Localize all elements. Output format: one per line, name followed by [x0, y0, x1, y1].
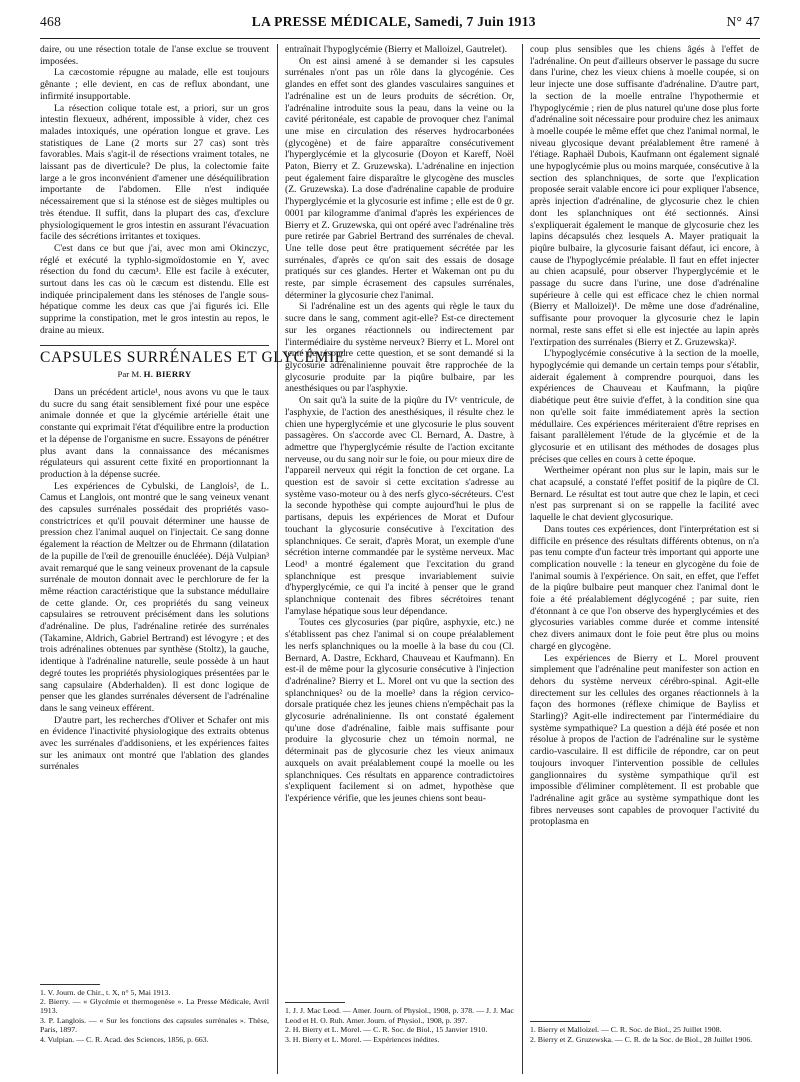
footnotes [530, 1015, 759, 1044]
column-1 [40, 44, 345, 1044]
article-title: CAPSULES SURRÉNALES ET GLYCÉMIE [40, 348, 345, 366]
paragraph: Les expériences de Cybulski, de Langlois², de L. Camus et Langlois, ont montré que le sang veineux venant des capsules surrénales possédait des propriétés vaso-constrictrices et qu'il pouvait déterminer une hausse de pression chez l'animal auquel on l'injectait. Ce sang donne également la réaction de Meltzer ou de Ehrmann (dilatation de la pupille de l'œil de grenouille énucléée). Déjà Vulpian³ avait remarqué que le sang veineux provenant de la capsule surrénale de mouton donnait avec le perchlorure de fer la même réaction caractéristique que la substance médullaire de cette glande. Or, ces propriétés du sang veineux capsulaires se retrouvent précisément dans les solutions d'adrénaline. De plus, l'adrénaline retirée des surrénales (Takamine, Aldrich, Gabriel Bertrand) est lévogyre ; et des trois adrénalines obtenues par synthèse (Stoltz), la gauche, identique à l'adrénaline naturelle, seule possède à un haut degré toutes les propriétés physiologiques présentées par le sang capsulaire (Abderhalden). Il est donc logique de penser que les glandes surrénales déversent de l'adrénaline dans le sang veineux efférent. [40, 480, 269, 714]
issue-number: N° 47 [726, 14, 760, 29]
paragraph: L'hypoglycémie consécutive à la section de la moelle, hypoglycémie qui demande un certain temps pour s'établir, aiderait également à comprendre pourquoi, dans les expériences de Chauveau et Kaufmann, la piqûre diabétique peut être suivie d'effet, à la condition sine qua non qu'elle soit faite immédiatement après la section médullaire. Ces expériences mériteraient d'être reprises en faisant parallèlement l'étude de la glycémie et de la glycosurie et en utilisant des méthodes de dosages plus précises que celles en cours à cette époque. [530, 348, 759, 465]
paragraph: Dans un précédent article¹, nous avons vu que le taux du sucre du sang était sensiblement fixé pour une espèce animale donnée et que la glycémie artérielle était une constante qui exprimait l'état d'équilibre entre la production et la dépense de l'organisme en sucre. Essayons de pénétrer plus avant dans la connaissance des mécanismes régulateurs qui assurent cette fixité en proportionnant la production à la dépense sucrée. [40, 386, 269, 480]
footnote-separator [530, 1021, 590, 1022]
page-header [40, 14, 760, 36]
column-2 [285, 44, 514, 1044]
footnote: 2. Bierry. — « Glycémie et thermogenèse ». La Presse Médicale, Avril 1913. [40, 996, 269, 1016]
column-divider [522, 44, 523, 1074]
paragraph: Si l'adrénaline est un des agents qui règle le taux du sucre dans le sang, comment agit-elle? Est-ce directement sur les organes réactionnels ou indirectement par l'intermédiaire du système nerveux? Bierry et L. Morel ont tenté de résoudre cette question, et se sont demandé si la glycosurie adrénalinienne pouvait être rapprochée de la glycosurie produite par la piqûre bulbaire, par les anesthésiques ou par l'asphyxie. [285, 301, 514, 395]
footnote-separator [40, 984, 100, 985]
section-rule [40, 345, 269, 346]
paragraph: entraînait l'hypoglycémie (Bierry et Malloizel, Gautrelet). [285, 44, 508, 55]
paragraph: Toutes ces glycosuries (par piqûre, asphyxie, etc.) ne s'établissent pas chez l'animal si on coupe préalablement les nerfs splanchniques ou la moelle à la base du cou (Cl. Bernard, A. Dastre, Eckhard, Chauveau et Kaufmann). En est-il de même pour la glycosurie consécutive à l'injection d'adrénaline? Bierry et L. Morel ont vu que la section des splanchniques² ou de la moelle³ dans la région cervico-dorsale pratiquée chez les jeunes chiens n'empêchait pas la glycosurie adrénalinienne. Ils ont constaté également qu'une dose d'adrénaline, faible mais suffisante pour produire la glycosurie chez un témoin normal, ne déterminait pas de glycosurie chez les vieux animaux auxquels on avait préalablement coupé la moelle ou les splanchniques. Ces résultats en apparence contradictoires s'expliquent facilement si on admet, hypothèse que l'expérience vérifie, que les jeunes chiens sont beau- [285, 617, 514, 804]
paragraph: On est ainsi amené à se demander si les capsules surrénales n'ont pas un rôle dans la glycogénie. Ces glandes en effet sont des glandes vasculaires sanguines et l'adrénaline est un de leurs produits de sécrétion. Or, l'adrénaline introduite sous la peau, dans la veine ou la cavité péritonéale, est capable de provoquer chez l'animal une mise en circulation des réserves hydrocarbonées (glycogène) et de faire apparaître consécutivement l'hyperglycémie et la glycosurie (Doyon et Kareff, Noël Paton, Bierry et Z. Gruzewska). L'adrénaline en injection peut également faire disparaître le glycogène des muscles (Z. Gruzewska). La dose d'adrénaline capable de produire l'hyperglycémie et la glycosurie est infime ; elle est de 0 gr. 0001 par kilogramme d'animal d'après les expériences de Bierry et Z. Gruzewska, qui ont opéré avec l'adrénaline très pure retirée par Gabriel Bertrand des surrénales de cheval. Une telle dose peut être pratiquement sécrétée par les surrénales, d'après ce qu'on sait des essais de dosage pratiqués sur ces glandes. Herter et Wakeman ont pu du reste, par simple écrasement des capsules surrénales, déterminer la glycosurie chez l'animal. [285, 55, 514, 301]
footnote: 2. Bierry et Z. Gruzewska. — C. R. de la Soc. de Biol., 28 Juillet 1906. [530, 1034, 753, 1044]
paragraph: D'autre part, les recherches d'Oliver et Schafer ont mis en évidence l'inactivité physiologique des extraits obtenus avec les surrénales d'addisoniens, et les expériences faites sur les animaux ont montré que l'ablation des glandes surrénales [40, 714, 269, 773]
paragraph: Wertheimer opérant non plus sur le lapin, mais sur le chat acapsulé, a constaté l'effet positif de la piqûre de Cl. Bernard. Le résultat est tout autre que chez le lapin, et ceci n'est pas surprenant si on se rappelle la facilité avec laquelle le chat devient glycosurique. [530, 465, 759, 524]
column-divider [277, 44, 278, 1074]
journal-title: LA PRESSE MÉDICALE, Samedi, 7 Juin 1913 [251, 14, 536, 29]
header-rule [40, 38, 760, 39]
footnote: 4. Vulpian. — C. R. Acad. des Sciences, 1856, p. 663. [40, 1034, 209, 1044]
paragraph: coup plus sensibles que les chiens âgés à l'effet de l'adrénaline. On peut d'ailleurs observer le passage du sucre dans l'urine, chez les vieux chiens à moelle coupée, si on leur injecte une dose suffisante d'adrénaline. D'autre part, la section de la moelle entraîne l'hypothermie et l'hypoglycémie ; rien de plus naturel qu'une dose plus forte d'adrénaline soit nécessaire pour produire chez les animaux à moelle coupée le même effet que chez l'animal normal, le niveau glycosique devant préalablement être ramené à l'étiage. Raphaël Dubois, Kaufmann ont également signalé une hypoglycémie plus ou moins marquée, consécutive à la section des splanchniques, de sorte que l'explication proposée serait valable encore ici pour expliquer l'absence, après injection d'adrénaline, de glycosurie chez le chien dont les splanchniques ont été sectionnés. Ainsi s'expliquerait également le manque de glycosurie chez les lapins décapsulés chez lesquels A. Mayer pratiquait la piqûre bulbaire, la glycosurie faisant défaut, ici encore, à cause de l'hypoglycémie préalable. Il faut en effet injecter au chien acapsulé, pour observer l'hyperglycémie et le passage du sucre dans l'urine, une dose d'adrénaline supérieure à celle qui est efficace chez le chien normal (Bierry et Malloizel)¹. De même une dose d'adrénaline, suffisante pour provoquer la glycosurie chez le lapin normal, reste sans effet si elle est injectée au lapin après l'extirpation des surrénales (Bierry et Z. Gruzewska)². [530, 44, 759, 348]
article-author [40, 369, 269, 381]
footnotes [40, 978, 269, 1044]
footnote-separator [285, 1002, 345, 1003]
paragraph: Les expériences de Bierry et L. Morel prouvent simplement que l'adrénaline peut manifester son action en dehors du système nerveux cérébro-spinal. Agit-elle directement sur les cellules des organes réactionnels à la façon des hormones (réflexe chimique de Bayliss et Starling)? Agit-elle indirectement par l'intermédiaire du système sympathique? La question a déjà été posée et non résolue à propos de l'action de l'adrénaline sur le système cardio-vasculaire. Il est difficile de répondre, car on peut toujours invoquer l'intervention possible de cellules ganglionnaires du système sympathique qu'il est impossible d'éliminer complètement. Il est probable que l'adrénaline agit grâce au système sympathique dont les fibres nerveuses sont capables de provoquer l'activité du protoplasma en [530, 652, 759, 828]
paragraph: On sait qu'à la suite de la piqûre du IVᵉ ventricule, de l'asphyxie, de l'action des anesthésiques, il résulte chez le chien une hyperglycémie et une glycosurie le plus souvent passagères. On s'accorde avec Cl. Bernard, A. Dastre, à admettre que l'hyperglycémie résulte de l'action excitante nerveuse, ou du sang noir sur le foie, ou pour mieux dire de l'appareil nerveux qui régit la fonction de cet organe. La question est de savoir si cette excitation s'adresse au système vaso-moteur ou à des nerfs glyco-sécréteurs. C'est la seconde hypothèse qui compte aujourd'hui le plus de partisans, depuis les expériences de Morat et Dufour touchant la glycosurie consécutive à l'excitation des splanchniques. Ce serait, d'après Morat, un exemple d'une sécrétion interne commandée par le système nerveux. Mac Leod¹ a montré également que l'excitation du grand splanchnique est presque invariablement suivie d'hyperglycémie, ce qui l'a incité à penser que le grand splanchnique contenait des fibres sécrétoires tenant l'amylase hépatique sous leur dépendance. [285, 395, 514, 617]
author-prefix: Par M. [117, 369, 142, 380]
footnotes [285, 996, 514, 1044]
paragraph: La résection colique totale est, a priori, sur un gros intestin flexueux, adhérent, impossible à vider, chez ces malades intoxiqués, une opération longue et grave. Les statistiques de Lane (2 morts sur 27 cas) sont très favorables. Mais s'agit-il de résections vraiment totales, ne laissant pas de diverticule? De plus, la colectomie faite large a le gros inconvénient d'amener une déséquilibration importante de l'abdomen. Elle n'est indiquée nécessairement que si la sténose est de sièges multiples ou très étendue. Il suffit, dans la plupart des cas, d'exclure physiologiquement le gros intestin en assurant l'évacuation facile des sécrétions irritantes et toxiques. [40, 102, 269, 243]
paragraph: La cæcostomie répugne au malade, elle est toujours gênante ; elle devient, en cas de reflux abondant, une infirmité insupportable. [40, 67, 269, 102]
paragraph: Dans toutes ces expériences, dont l'interprétation est si difficile en présence des résultats différents obtenus, on n'a pas tenu compte d'un facteur très important qui apporte une complication nouvelle : la teneur en glycogène du foie de l'animal soumis à l'expérience. On sait, en effet, que l'effet de la piqûre bulbaire peut manquer chez l'animal dont le foie a été préalablement déglycogéné ; par suite, rien d'étonnant à ce que l'on observe des hyperglycémies et des glycosuries variables comme durée et comme intensité chez divers animaux dont le foie peut être plus ou moins chargé en glycogène. [530, 523, 759, 652]
footnote: 2. H. Bierry et L. Morel. — C. R. Soc. de Biol., 15 Janvier 1910. [285, 1025, 488, 1035]
footnote: 1. Bierry et Malloizel. — C. R. Soc. de Biol., 25 Juillet 1908. [530, 1025, 722, 1035]
footnote: 3. P. Langlois. — « Sur les fonctions des capsules surrénales ». Thèse, Paris, 1897. [40, 1015, 269, 1035]
author-name: H. BIERRY [143, 369, 192, 380]
paragraph: C'est dans ce but que j'ai, avec mon ami Okinczyc, réglé et exécuté la typhlo-sigmoïdostomie en Y, avec résection du fond du cæcum¹. Elle est facile à exécuter, surtout dans les cas où le cæcum est distendu. Elle est indiquée principalement dans les sténoses de l'angle sous-hépatique comme les deux cas que j'ai figurés ici. Elle supprime la constipation, met le gros intestin au repos, le draine au mieux. [40, 242, 269, 336]
footnote: 1. J. J. Mac Leod. — Amer. Journ. of Physiol., 1908, p. 378. — J. J. Mac Leod et H. O. Ruh. Amer. Journ. of Physiol., 1908, p. 397. [285, 1006, 514, 1025]
footnote: 1. V. Journ. de Chir., t. X, n° 5, Mai 1913. [40, 987, 171, 997]
paragraph: daire, ou une résection totale de l'anse exclue se trouvent imposées. [40, 44, 269, 67]
column-3 [530, 44, 759, 1044]
page-number: 468 [40, 14, 62, 29]
footnote: 3. H. Bierry et L. Morel. — Expériences inédites. [285, 1034, 440, 1044]
